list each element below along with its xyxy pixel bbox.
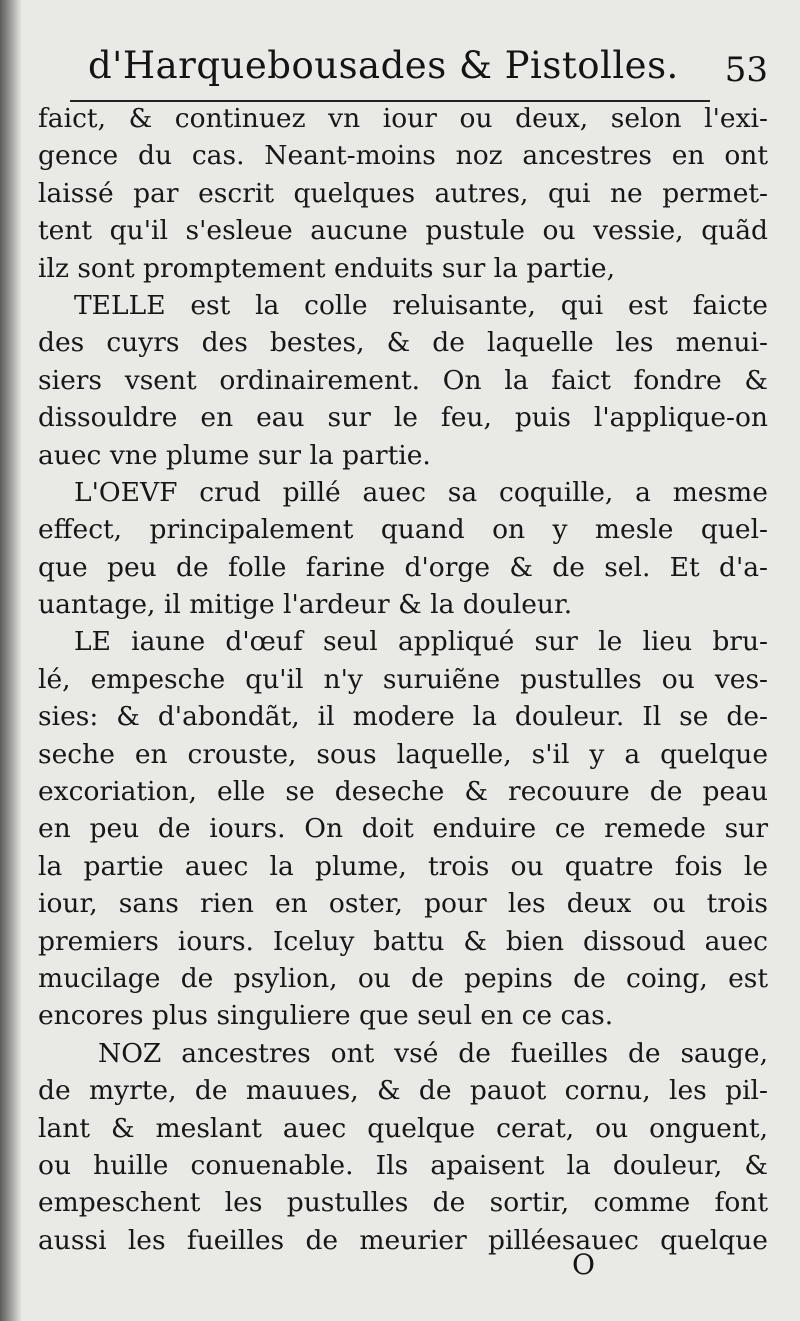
running-head: d'Harquebousades & Pistolles.: [88, 44, 679, 87]
text-line: uantage, il mitige l'ardeur & la douleur.: [38, 589, 573, 621]
text-line: seche en crouste, sous laquelle, s'il y a quelque: [38, 738, 768, 770]
text-line: en peu de iours. On doit enduire ce remede sur: [38, 813, 768, 845]
text-line: ilz sont promptement enduits sur la partie,: [38, 252, 616, 284]
text-line: que peu de folle farine d'orge & de sel. Et d'a-: [38, 551, 768, 583]
signature-mark: O: [572, 1248, 595, 1281]
text-line: effect, principalement quand on y mesle quel-: [38, 514, 768, 546]
text-line: tent qu'il s'esleue aucune pustule ou vessie, quãd: [38, 215, 768, 247]
gutter-shadow: [0, 0, 22, 1321]
text-line: mucilage de psylion, ou de pepins de coing, est: [38, 962, 768, 994]
text-line: gence du cas. Neant-moins noz ancestres en ont: [38, 140, 768, 172]
text-line: auec vne plume sur la partie.: [38, 439, 431, 471]
text-line: encores plus singuliere que seul en ce cas.: [38, 1000, 614, 1032]
paragraph-start-line: LE iaune d'œuf seul appliqué sur le lieu bru-: [74, 626, 768, 658]
text-line: ou huille conuenable. Ils apaisent la douleur, &: [38, 1149, 768, 1181]
text-line: premiers iours. Iceluy battu & bien dissoud auec: [38, 925, 768, 957]
text-line: la partie auec la plume, trois ou quatre fois le: [38, 850, 768, 882]
text-line: aussi les fueilles de meurier pilléesauec quelque: [38, 1224, 768, 1256]
text-line: excoriation, elle se deseche & recouure de peau: [38, 776, 768, 808]
text-line: lé, empesche qu'il n'y suruiẽne pustulles ou ves-: [38, 663, 768, 695]
text-line: laissé par escrit quelques autres, qui ne permet-: [38, 177, 768, 209]
page-number: 53: [724, 50, 768, 90]
body-text: [38, 100, 768, 1259]
text-line: de myrte, de mauues, & de pauot cornu, les pil-: [38, 1075, 768, 1107]
text-line: siers vsent ordinairement. On la faict fondre &: [38, 364, 768, 396]
text-line: faict, & continuez vn iour ou deux, selon l'exi-: [38, 103, 768, 134]
text-line: empeschent les pustulles de sortir, comme font: [38, 1187, 768, 1219]
paragraph-start-line: NOZ ancestres ont vsé de fueilles de sauge,: [98, 1037, 768, 1069]
page-header: [88, 44, 768, 100]
text-line: lant & meslant auec quelque cerat, ou onguent,: [38, 1112, 768, 1144]
text-line: dissouldre en eau sur le feu, puis l'applique-on: [38, 402, 768, 434]
paragraph-start-line: TELLE est la colle reluisante, qui est faicte: [74, 289, 768, 321]
text-line: iour, sans rien en oster, pour les deux ou trois: [38, 888, 768, 920]
text-line: des cuyrs des bestes, & de laquelle les menui-: [38, 327, 768, 359]
paragraph-start-line: L'OEVF crud pillé auec sa coquille, a mesme: [74, 476, 768, 508]
text-line: sies: & d'abondãt, il modere la douleur. Il se de-: [38, 701, 768, 733]
